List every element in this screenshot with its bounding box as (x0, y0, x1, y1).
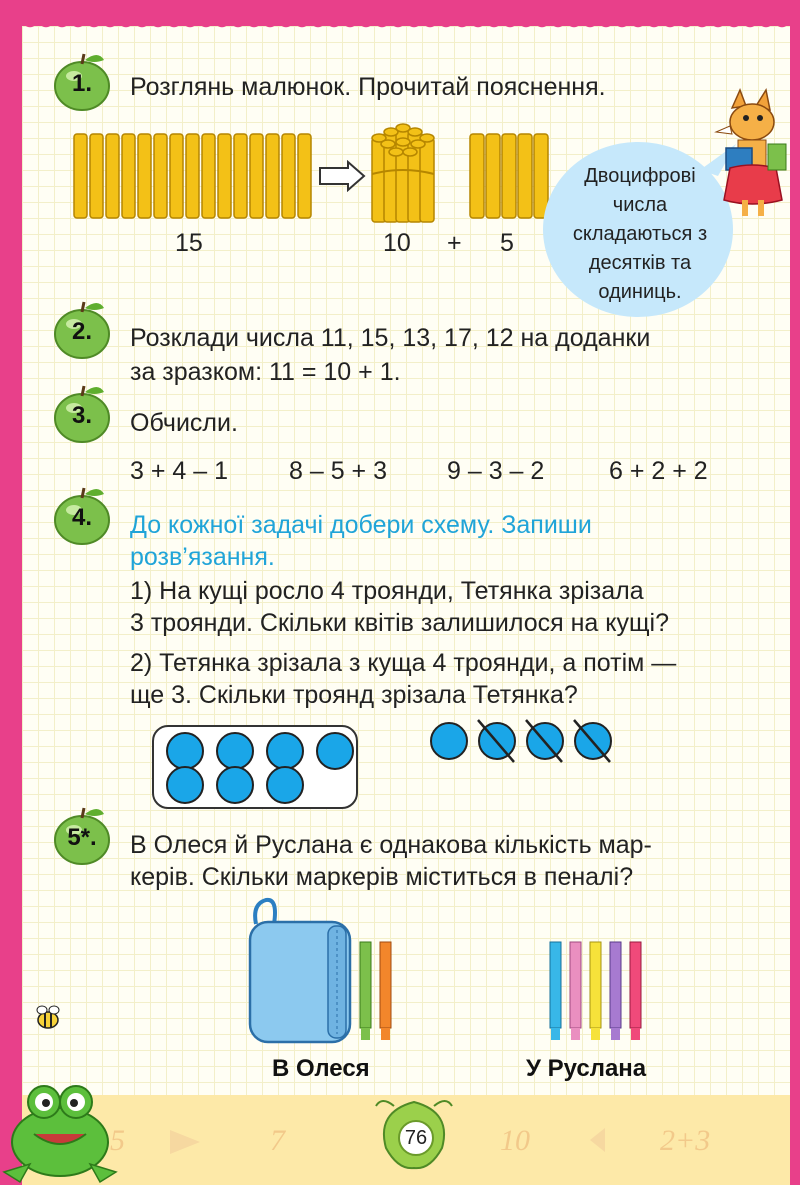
task-4-heading-line-2: розв’язання. (130, 543, 275, 571)
task-1-apple (54, 52, 118, 112)
label-ruslan: У Руслана (526, 1055, 647, 1082)
cross-out-lines (470, 714, 620, 768)
task-4-apple (54, 486, 118, 546)
svg-text:2+3: 2+3 (660, 1124, 711, 1157)
ruslan-markers-illustration (546, 936, 646, 1046)
expression-3: 9 – 3 – 2 (447, 457, 545, 485)
oles-markers-illustration (356, 936, 396, 1046)
bee-icon (32, 1002, 64, 1032)
stick (266, 134, 279, 218)
label-five: 5 (500, 229, 514, 257)
plus-sign: + (447, 229, 462, 257)
svg-text:5: 5 (110, 1124, 125, 1157)
scheme-dot (216, 766, 254, 804)
expression-4: 6 + 2 + 2 (609, 457, 708, 485)
task-1-text: Розглянь малюнок. Прочитай пояснення. (130, 73, 606, 101)
expression-1: 3 + 4 – 1 (130, 457, 228, 485)
scheme-dot (266, 732, 304, 770)
scheme-dot (316, 732, 354, 770)
task-number: 2. (71, 318, 92, 345)
ten-sticks-bundle-illustration (368, 122, 438, 226)
task-5-line-1: В Олеся й Руслана є однакова кількість мар- (130, 831, 652, 859)
stick (234, 134, 247, 218)
problem-2-line-1: 2) Тетянка зрізала з куща 4 троянди, а потім — (130, 649, 677, 677)
task-3-text: Обчисли. (130, 409, 238, 437)
task-3-apple (54, 384, 118, 444)
task-2-apple (54, 300, 118, 360)
scheme-dot (166, 732, 204, 770)
sticks-fifteen-illustration (72, 130, 322, 222)
expression-2: 8 – 5 + 3 (289, 457, 387, 485)
problem-2-line-2: ще 3. Скільки троянд зрізала Тетянка? (130, 681, 578, 709)
stick (106, 134, 119, 218)
svg-text:7: 7 (270, 1124, 285, 1157)
task-number: 5*. (67, 824, 97, 851)
five-sticks-illustration (468, 130, 558, 222)
page-border-scallop (22, 20, 790, 32)
page-number: 76 (398, 1120, 434, 1156)
stick (250, 134, 263, 218)
stick (74, 134, 87, 218)
stick (298, 134, 311, 218)
stick (170, 134, 183, 218)
task-number: 3. (71, 402, 92, 429)
svg-text:10: 10 (500, 1124, 530, 1157)
stick (186, 134, 199, 218)
bubble-text: Двоцифрові числа складаються з десятків та одиниць. (572, 165, 708, 303)
label-ten: 10 (383, 229, 411, 257)
arrow-right-icon (318, 160, 368, 192)
task-4-heading-line-1: До кожної задачі добери схему. Запиши (130, 511, 592, 539)
stick (90, 134, 103, 218)
stick (218, 134, 231, 218)
scheme-dot (266, 766, 304, 804)
problem-1-line-2: 3 троянди. Скільки квітів залишилося на кущі? (130, 609, 670, 637)
stick (202, 134, 215, 218)
task-2-line-2: за зразком: 11 = 10 + 1. (130, 358, 401, 386)
stick (282, 134, 295, 218)
frog-illustration (0, 1072, 120, 1185)
fox-character-illustration (712, 88, 790, 218)
pencil-case-illustration (244, 896, 360, 1046)
stick (138, 134, 151, 218)
scheme-dot (216, 732, 254, 770)
stick (154, 134, 167, 218)
stick (122, 134, 135, 218)
task-number: 4. (71, 504, 92, 531)
task-number: 1. (71, 70, 92, 97)
scheme-b-dot (430, 722, 468, 760)
scheme-dot (166, 766, 204, 804)
problem-1-line-1: 1) На кущі росло 4 троянди, Тетянка зрізала (130, 577, 644, 605)
label-fifteen: 15 (175, 229, 203, 257)
label-oles: В Олеся (272, 1055, 370, 1082)
task-5-apple (54, 806, 118, 866)
task-2-line-1: Розклади числа 11, 15, 13, 17, 12 на доданки (130, 324, 651, 352)
task-5-line-2: керів. Скільки маркерів міститься в пеналі? (130, 863, 634, 891)
